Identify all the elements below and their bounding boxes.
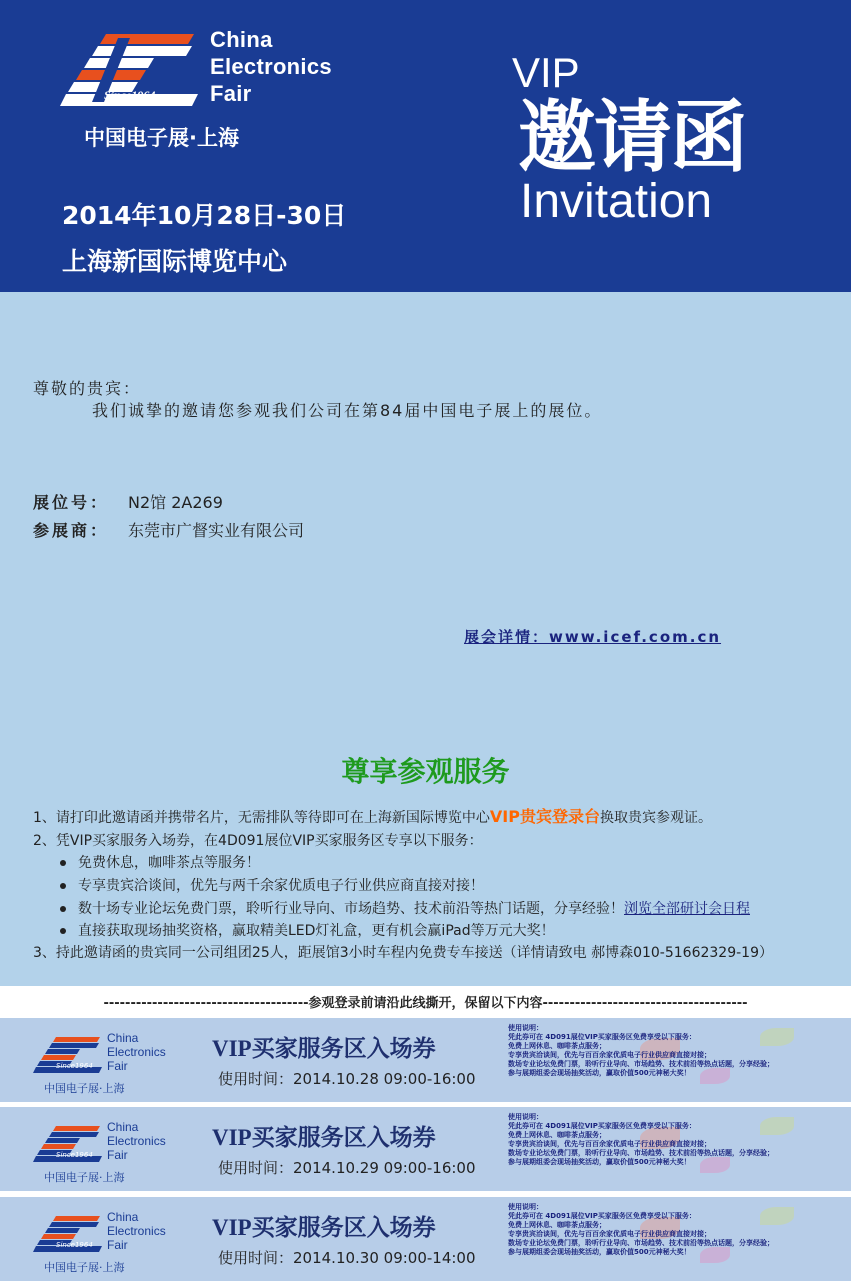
ticket-title: VIP买家服务区入场券	[212, 1215, 436, 1240]
vip-desk-highlight: VIP贵宾登录台	[489, 807, 600, 826]
logo-line-electronics: Electronics	[210, 54, 332, 79]
bullet-dot-icon	[60, 906, 66, 912]
fair-venue: 上海新国际博览中心	[62, 247, 288, 276]
cef-logo-text	[210, 26, 332, 107]
invitation-body	[0, 292, 851, 986]
ticket-notes: 使用说明： 凭此券可在 4D091展位VIP买家服务区免费享受以下服务： 免费上网休息、咖啡茶点服务； 专享贵宾洽谈间，优先与百百余家优质电子行业供应商直接对接； 数场专业论坛免费门票，聆听行业导向、市场趋势、技术前沿等热点话题，分享经验； 参与展期组委会现场抽奖活动，赢取价值500元神秘大奖！	[508, 1113, 774, 1166]
vip-heading: VIP	[512, 49, 580, 96]
ticket-since-label: Since1964	[56, 1241, 93, 1249]
invitation-en-heading: Invitation	[520, 175, 713, 228]
ticket-title: VIP买家服务区入场券	[212, 1125, 436, 1150]
fair-date: 2014年10月28日-30日	[62, 201, 347, 230]
invitation-message: 我们诚挚的邀请您参观我们公司在第84届中国电子展上的展位。	[92, 401, 603, 420]
invitation-cn-heading: 邀请函	[518, 93, 747, 183]
booth-value: N2馆 2A269	[128, 493, 223, 512]
ticket-since-label: Since1964	[56, 1151, 93, 1159]
bullet-dot-icon	[60, 860, 66, 866]
ticket-title: VIP买家服务区入场券	[212, 1036, 436, 1061]
ticket-since-label: Since1964	[56, 1062, 93, 1070]
booth-label: 展位号：	[33, 493, 110, 512]
ticket-time: 使用时间：2014.10.28 09:00-16:00	[218, 1070, 476, 1088]
ticket-time: 使用时间：2014.10.30 09:00-14:00	[218, 1249, 476, 1267]
service-item-1-text: 1、请打印此邀请函并携带名片，无需排队等待即可在上海新国际博览中心	[33, 810, 490, 826]
ticket-logo-text: China Electronics Fair	[107, 1210, 166, 1252]
exhibitor-value: 东莞市广督实业有限公司	[128, 521, 305, 540]
seminar-schedule-link[interactable]: 浏览全部研讨会日程	[624, 901, 750, 917]
vip-ticket	[0, 1197, 851, 1281]
logo-line-fair: Fair	[210, 81, 252, 106]
fair-details-link[interactable]: 展会详情：www.icef.com.cn	[464, 628, 722, 646]
service-bullet: 免费休息，咖啡茶点等服务！	[60, 852, 260, 872]
service-bullet: 数十场专业论坛免费门票，聆听行业导向、市场趋势、技术前沿等热门话题，分享经验！浏览全部研讨会日程	[60, 898, 750, 918]
ticket-notes: 使用说明： 凭此券可在 4D091展位VIP买家服务区免费享受以下服务： 免费上网休息、咖啡茶点服务； 专享贵宾洽谈间，优先与百百余家优质电子行业供应商直接对接； 数场专业论坛免费门票，聆听行业导向、市场趋势、技术前沿等热点话题，分享经验； 参与展期组委会现场抽奖活动，赢取价值500元神秘大奖！	[508, 1203, 774, 1256]
service-bullet: 专享贵宾洽谈间，优先与两千余家优质电子行业供应商直接对接！	[60, 875, 484, 895]
logo-line-china: China	[210, 27, 273, 52]
service-item-1	[33, 804, 712, 827]
greeting: 尊敬的贵宾：	[33, 379, 142, 398]
tear-line: --------------------------------------参观登录前请沿此线撕开，保留以下内容--------------------------------------	[103, 996, 748, 1010]
bullet-dot-icon	[60, 883, 66, 889]
vip-ticket	[0, 1107, 851, 1191]
service-bullet: 直接获取现场抽奖资格，赢取精美LED灯礼盒，更有机会赢iPad等万元大奖！	[60, 920, 555, 940]
ticket-fair-name: 中国电子展·上海	[44, 1082, 125, 1095]
invitation-header	[0, 0, 851, 292]
ticket-notes: 使用说明： 凭此券可在 4D091展位VIP买家服务区免费享受以下服务： 免费上网休息、咖啡茶点服务； 专享贵宾洽谈间，优先与百百余家优质电子行业供应商直接对接； 数场专业论坛免费门票，聆听行业导向、市场趋势、技术前沿等热点话题，分享经验； 参与展期组委会现场抽奖活动，赢取价值500元神秘大奖！	[508, 1024, 774, 1077]
ticket-logo-text: China Electronics Fair	[107, 1120, 166, 1162]
ticket-fair-name: 中国电子展·上海	[44, 1261, 125, 1274]
ticket-fair-name: 中国电子展·上海	[44, 1171, 125, 1184]
bullet-dot-icon	[60, 928, 66, 934]
fair-cn-name: 中国电子展·上海	[84, 126, 239, 150]
services-title: 尊享参观服务	[341, 755, 510, 788]
exhibitor-label: 参展商：	[33, 521, 110, 540]
vip-ticket	[0, 1018, 851, 1102]
service-item-2: 2、凭VIP买家服务入场券，在4D091展位VIP买家服务区专享以下服务：	[33, 833, 483, 849]
service-item-3: 3、持此邀请函的贵宾同一公司组团25人，距展馆3小时车程内免费专车接送（详情请致电 郝博森010-51662329-19）	[33, 945, 773, 961]
service-item-1-end: 换取贵宾参观证。	[599, 810, 712, 826]
since-label: Since1964	[104, 88, 156, 102]
ticket-logo-text: China Electronics Fair	[107, 1031, 166, 1073]
ticket-time: 使用时间：2014.10.29 09:00-16:00	[218, 1159, 476, 1177]
